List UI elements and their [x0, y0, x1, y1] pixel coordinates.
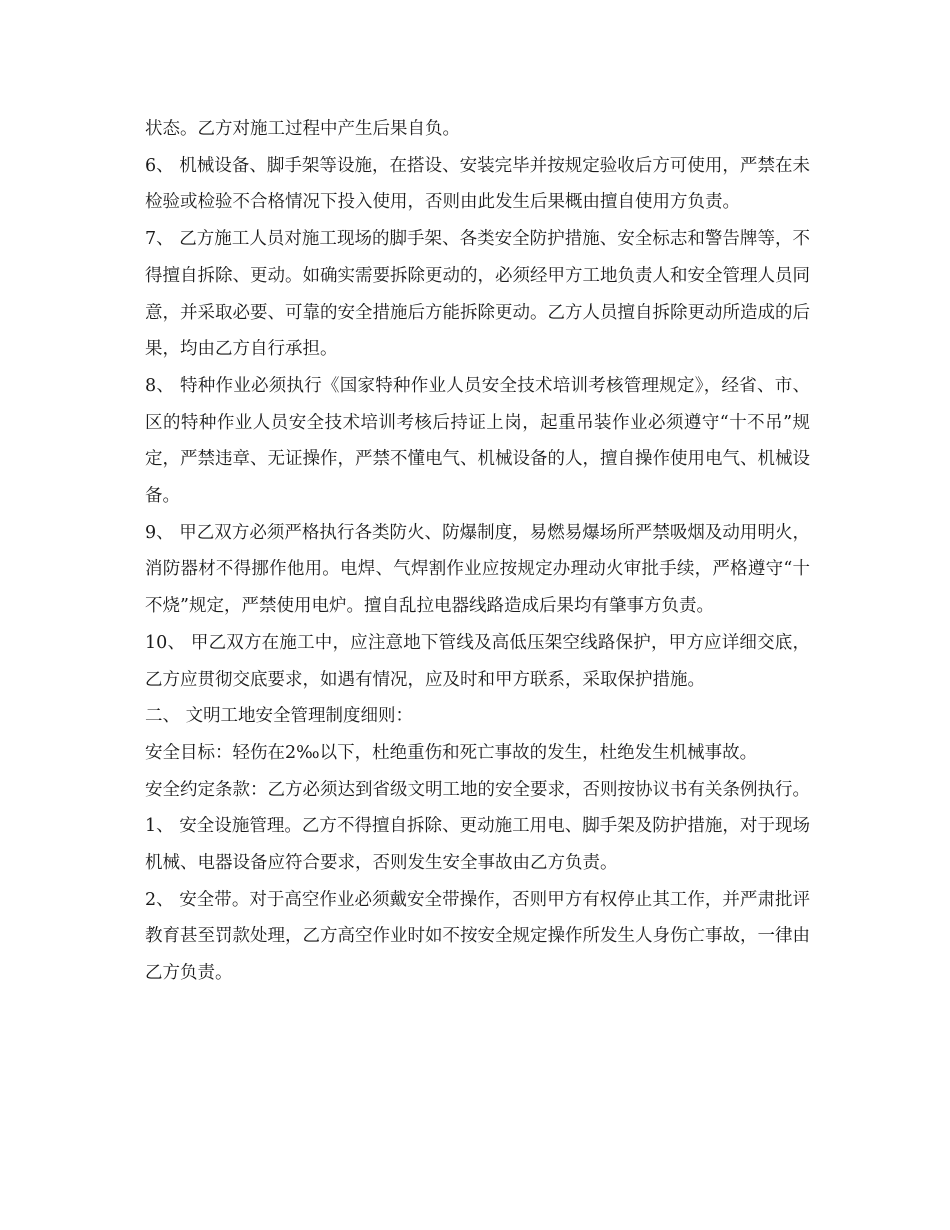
paragraph-clause-6: 6、 机械设备、脚手架等设施，在搭设、安装完毕并按规定验收后方可使用，严禁在未检验或检验不合格情况下投入使用，否则由此发生后果概由擅自使用方负责。 — [145, 155, 810, 213]
paragraph-safety-target: 安全目标：轻伤在2‰以下，杜绝重伤和死亡事故的发生，杜绝发生机械事故。 — [145, 742, 758, 763]
section-heading-2: 二、 文明工地安全管理制度细则： — [145, 706, 414, 727]
paragraph-clause-10: 10、 甲乙双方在施工中，应注意地下管线及高低压架空线路保护，甲方应详细交底，乙方应贯彻交底要求，如遇有情况，应及时和甲方联系，采取保护措施。 — [145, 632, 810, 690]
paragraph-continuation: 状态。乙方对施工过程中产生后果自负。 — [145, 119, 460, 139]
paragraph-item-2: 2、 安全带。对于高空作业必须戴安全带操作，否则甲方有权停止其工作，并严肃批评教育甚至罚款处理，乙方高空作业时如不按安全规定操作所发生人身伤亡事故，一律由乙方负责。 — [145, 889, 810, 984]
paragraph-clause-7: 7、 乙方施工人员对施工现场的脚手架、各类安全防护措施、安全标志和警告牌等，不得擅自拆除、更动。如确实需要拆除更动的，必须经甲方工地负责人和安全管理人员同意，并采取必要、可靠的安全措施后方能拆除更动。乙方人员擅自拆除更动所造成的后果，均由乙方自行承担。 — [145, 229, 810, 360]
paragraph-safety-terms: 安全约定条款：乙方必须达到省级文明工地的安全要求，否则按协议书有关条例执行。 — [145, 779, 810, 800]
paragraph-clause-9: 9、 甲乙双方必须严格执行各类防火、防爆制度，易燃易爆场所严禁吸烟及动用明火，消防器材不得挪作他用。电焊、气焊割作业应按规定办理动火审批手续，严格遵守“十不烧”规定，严禁使用电炉。擅自乱拉电器线路造成后果均有肇事方负责。 — [145, 522, 810, 617]
paragraph-clause-8: 8、 特种作业必须执行《国家特种作业人员安全技术培训考核管理规定》，经省、市、区的特种作业人员安全技术培训考核后持证上岗，起重吊装作业必须遵守“十不吊”规定，严禁违章、无证操作，严禁不懂电气、机械设备的人，擅自操作使用电气、机械设备。 — [145, 375, 810, 507]
paragraph-item-1: 1、 安全设施管理。乙方不得擅自拆除、更动施工用电、脚手架及防护措施，对于现场机械、电器设备应符合要求，否则发生安全事故由乙方负责。 — [145, 816, 810, 874]
document-body — [145, 111, 810, 992]
